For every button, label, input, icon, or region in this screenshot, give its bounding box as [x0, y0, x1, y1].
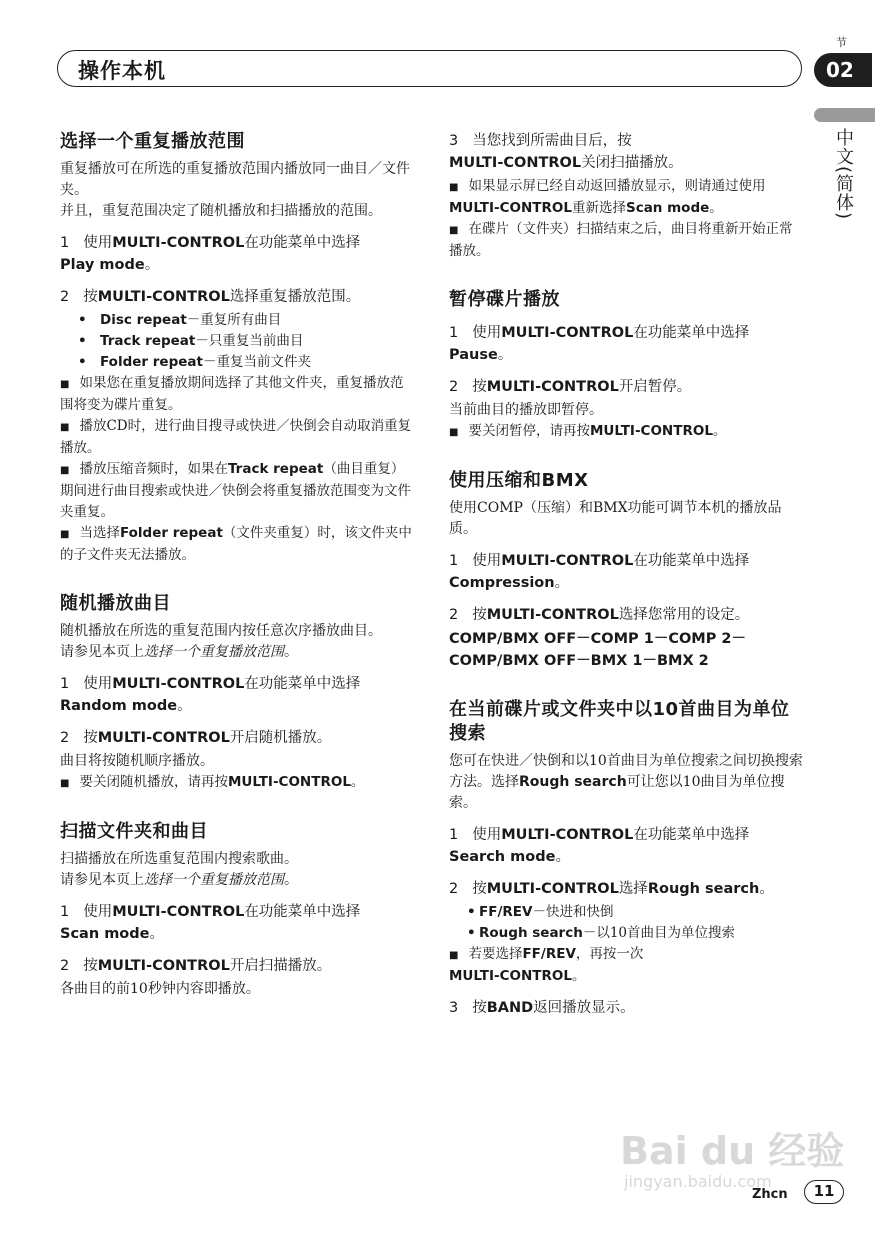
step-2: 2 按MULTI-CONTROL选择Rough search。 — [449, 881, 774, 897]
note: ■ 若要选择FF/REV，再按一次 MULTI-CONTROL。 — [449, 946, 644, 984]
language-bar — [814, 108, 875, 122]
step-2: 2 按MULTI-CONTROL开启随机播放。 — [60, 730, 332, 746]
section-rough-search — [449, 698, 805, 1019]
page-title: 操作本机 — [78, 59, 166, 83]
section-title: 选择一个重复播放范围 — [60, 131, 245, 152]
step-1: 1 使用MULTI-CONTROL在功能菜单中选择 Scan mode。 — [60, 904, 361, 942]
paragraph: 重复播放可在所选的重复播放范围内播放同一曲目／文件夹。 — [60, 161, 410, 198]
watermark-logo: Bai du 经验 — [620, 1129, 845, 1173]
paragraph: 使用COMP（压缩）和BMX功能可调节本机的播放品质。 — [449, 500, 782, 537]
section-title: 使用压缩和BMX — [449, 470, 589, 491]
paragraph: 请参见本页上选择一个重复播放范围。 — [60, 644, 298, 660]
note: ■ 要关闭随机播放，请再按MULTI-CONTROL。 — [60, 774, 365, 790]
step-3: 3 按BAND返回播放显示。 — [449, 1000, 635, 1016]
step-1: 1 使用MULTI-CONTROL在功能菜单中选择 Pause。 — [449, 325, 750, 363]
step-2: 2 按MULTI-CONTROL开启暂停。 — [449, 379, 692, 395]
paragraph: 请参见本页上选择一个重复播放范围。 — [60, 872, 298, 888]
note: ■ 播放压缩音频时，如果在Track repeat（曲目重复）期间进行曲目搜索或快进／快倒会将重复播放范围变为文件夹重复。 — [60, 461, 411, 520]
section-repeat-range — [60, 130, 415, 566]
section-number-tab: 02 — [814, 53, 872, 87]
watermark-url: jingyan.baidu.com — [624, 1172, 772, 1191]
footer-language-code: Zhcn — [752, 1187, 788, 1202]
step-3: 3 当您找到所需曲目后，按 MULTI-CONTROL关闭扫描播放。 — [449, 133, 683, 171]
section-title: 扫描文件夹和曲目 — [60, 821, 208, 842]
section-title: 随机播放曲目 — [60, 593, 171, 614]
note: ■ 要关闭暂停，请再按MULTI-CONTROL。 — [449, 423, 727, 439]
list-item: • Track repeat－只重复当前曲目 — [60, 331, 415, 352]
step-2: 2 按MULTI-CONTROL选择重复播放范围。 — [60, 289, 361, 305]
right-column — [449, 130, 805, 1045]
step-1: 1 使用MULTI-CONTROL在功能菜单中选择 Compression。 — [449, 553, 750, 591]
paragraph: 扫描播放在所选重复范围内搜索歌曲。 — [60, 851, 298, 867]
list-item: • Disc repeat－重复所有曲目 — [60, 310, 415, 331]
section-title: 暂停碟片播放 — [449, 289, 560, 310]
paragraph: 随机播放在所选的重复范围内按任意次序播放曲目。 — [60, 623, 382, 639]
left-column — [60, 130, 415, 1026]
page-number: 11 — [804, 1180, 844, 1204]
note: ■ 播放CD时，进行曲目搜寻或快进／快倒会自动取消重复播放。 — [60, 418, 412, 456]
list-item: • FF/REV－快进和快倒 — [449, 902, 805, 923]
step-2: 2 按MULTI-CONTROL选择您常用的设定。 — [449, 607, 750, 623]
note: ■ 如果您在重复播放期间选择了其他文件夹，重复播放范围将变为碟片重复。 — [60, 375, 404, 413]
section-scan-continued — [449, 130, 805, 262]
paragraph: 您可在快进／快倒和以10首曲目为单位搜索之间切换搜索方法。选择Rough search可让您以10曲目为单位搜索。 — [449, 753, 803, 811]
paragraph: 并且，重复范围决定了随机播放和扫描播放的范围。 — [60, 203, 382, 219]
section-compression — [449, 469, 805, 672]
step-1: 1 使用MULTI-CONTROL在功能菜单中选择 Play mode。 — [60, 235, 361, 273]
note: ■ 如果显示屏已经自动返回播放显示，则请通过使用MULTI-CONTROL重新选择Scan mode。 — [449, 178, 766, 216]
option-sequence: COMP/BMX OFF－COMP 1－COMP 2－ — [449, 631, 746, 647]
option-sequence: COMP/BMX OFF－BMX 1－BMX 2 — [449, 653, 709, 669]
section-title: 在当前碟片或文件夹中以10首曲目为单位搜索 — [449, 699, 790, 744]
language-label: 中文(简体) — [833, 128, 854, 221]
list-item: • Rough search－以10首曲目为单位搜索 — [449, 923, 805, 944]
paragraph: 当前曲目的播放即暂停。 — [449, 402, 603, 418]
step-1: 1 使用MULTI-CONTROL在功能菜单中选择 Random mode。 — [60, 676, 361, 714]
paragraph: 曲目将按随机顺序播放。 — [60, 753, 214, 769]
note: ■ 在碟片（文件夹）扫描结束之后，曲目将重新开始正常播放。 — [449, 221, 793, 259]
section-scan-play — [60, 820, 415, 1000]
paragraph: 各曲目的前10秒钟内容即播放。 — [60, 981, 260, 997]
list-item: • Folder repeat－重复当前文件夹 — [60, 352, 415, 373]
step-2: 2 按MULTI-CONTROL开启扫描播放。 — [60, 958, 332, 974]
step-1: 1 使用MULTI-CONTROL在功能菜单中选择 Search mode。 — [449, 827, 750, 865]
section-pause — [449, 288, 805, 443]
header-frame — [57, 50, 802, 87]
note: ■ 当选择Folder repeat（文件夹重复）时，该文件夹中的子文件夹无法播放。 — [60, 525, 412, 563]
section-random-play — [60, 592, 415, 794]
section-label: 节 — [836, 36, 847, 49]
